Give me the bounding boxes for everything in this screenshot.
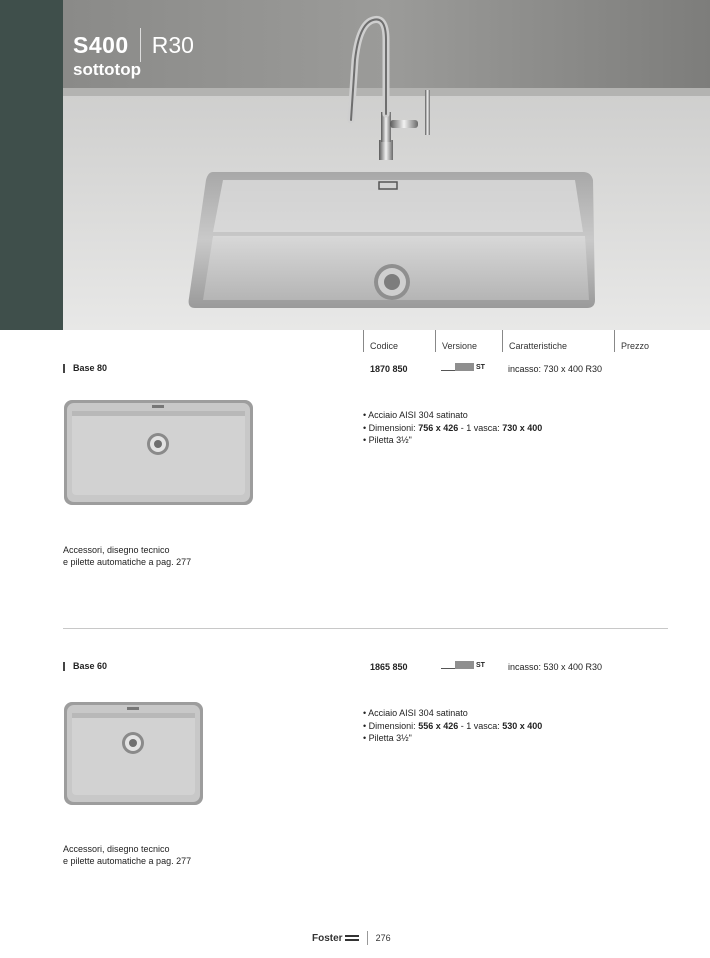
feature-list [363, 707, 542, 745]
product-code: 1870 850 [370, 364, 408, 374]
side-color-band [0, 0, 63, 330]
base-size: Base 80 [73, 363, 108, 373]
base-size: Base 60 [73, 661, 108, 671]
feature-item: • Piletta 3½" [363, 434, 542, 447]
page-number: 276 [375, 933, 391, 943]
title-block [73, 28, 194, 80]
feature-item: • Dimensioni: 556 x 426 - 1 vasca: 530 x 400 [363, 720, 542, 733]
version-indicator [441, 661, 485, 669]
feature-item: • Piletta 3½" [363, 732, 542, 745]
swatch-line [441, 668, 455, 669]
feature-item: • Acciaio AISI 304 satinato [363, 409, 542, 422]
column-header-versione: Versione [435, 330, 477, 352]
product-base-label [63, 661, 107, 671]
product-base-label [63, 363, 107, 373]
product-image-base-80 [63, 399, 254, 506]
product-image-base-60 [63, 701, 204, 806]
section-divider [63, 628, 668, 629]
column-header-codice: Codice [363, 330, 398, 352]
version-label: ST [476, 662, 485, 669]
swatch-line [441, 370, 455, 371]
steel-finish-swatch [455, 363, 474, 371]
steel-finish-swatch [455, 661, 474, 669]
footer-divider [367, 931, 368, 945]
feature-item: • Acciaio AISI 304 satinato [363, 707, 542, 720]
label-marker [63, 662, 65, 671]
feature-item: • Dimensioni: 756 x 426 - 1 vasca: 730 x 400 [363, 422, 542, 435]
model-name: S400 [73, 31, 129, 58]
incasso-spec: incasso: 730 x 400 R30 [508, 364, 603, 374]
column-header-prezzo: Prezzo [614, 330, 649, 352]
product-code: 1865 850 [370, 662, 408, 672]
model-code: R30 [151, 31, 194, 58]
label-marker [63, 364, 65, 373]
accessories-note: Accessori, disegno tecnico e pilette automatiche a pag. 277 [63, 844, 192, 866]
title-divider [140, 28, 141, 62]
version-indicator [441, 363, 485, 371]
brand-logo: Foster [312, 932, 343, 944]
version-label: ST [476, 364, 485, 371]
incasso-spec: incasso: 530 x 400 R30 [508, 662, 603, 672]
column-header-caratteristiche: Caratteristiche [502, 330, 567, 352]
accessories-note: Accessori, disegno tecnico e pilette automatiche a pag. 277 [63, 545, 192, 567]
feature-list [363, 409, 542, 447]
page-footer [312, 931, 391, 945]
brand-mark-icon [345, 935, 359, 941]
model-subtitle: sottotop [73, 60, 141, 79]
